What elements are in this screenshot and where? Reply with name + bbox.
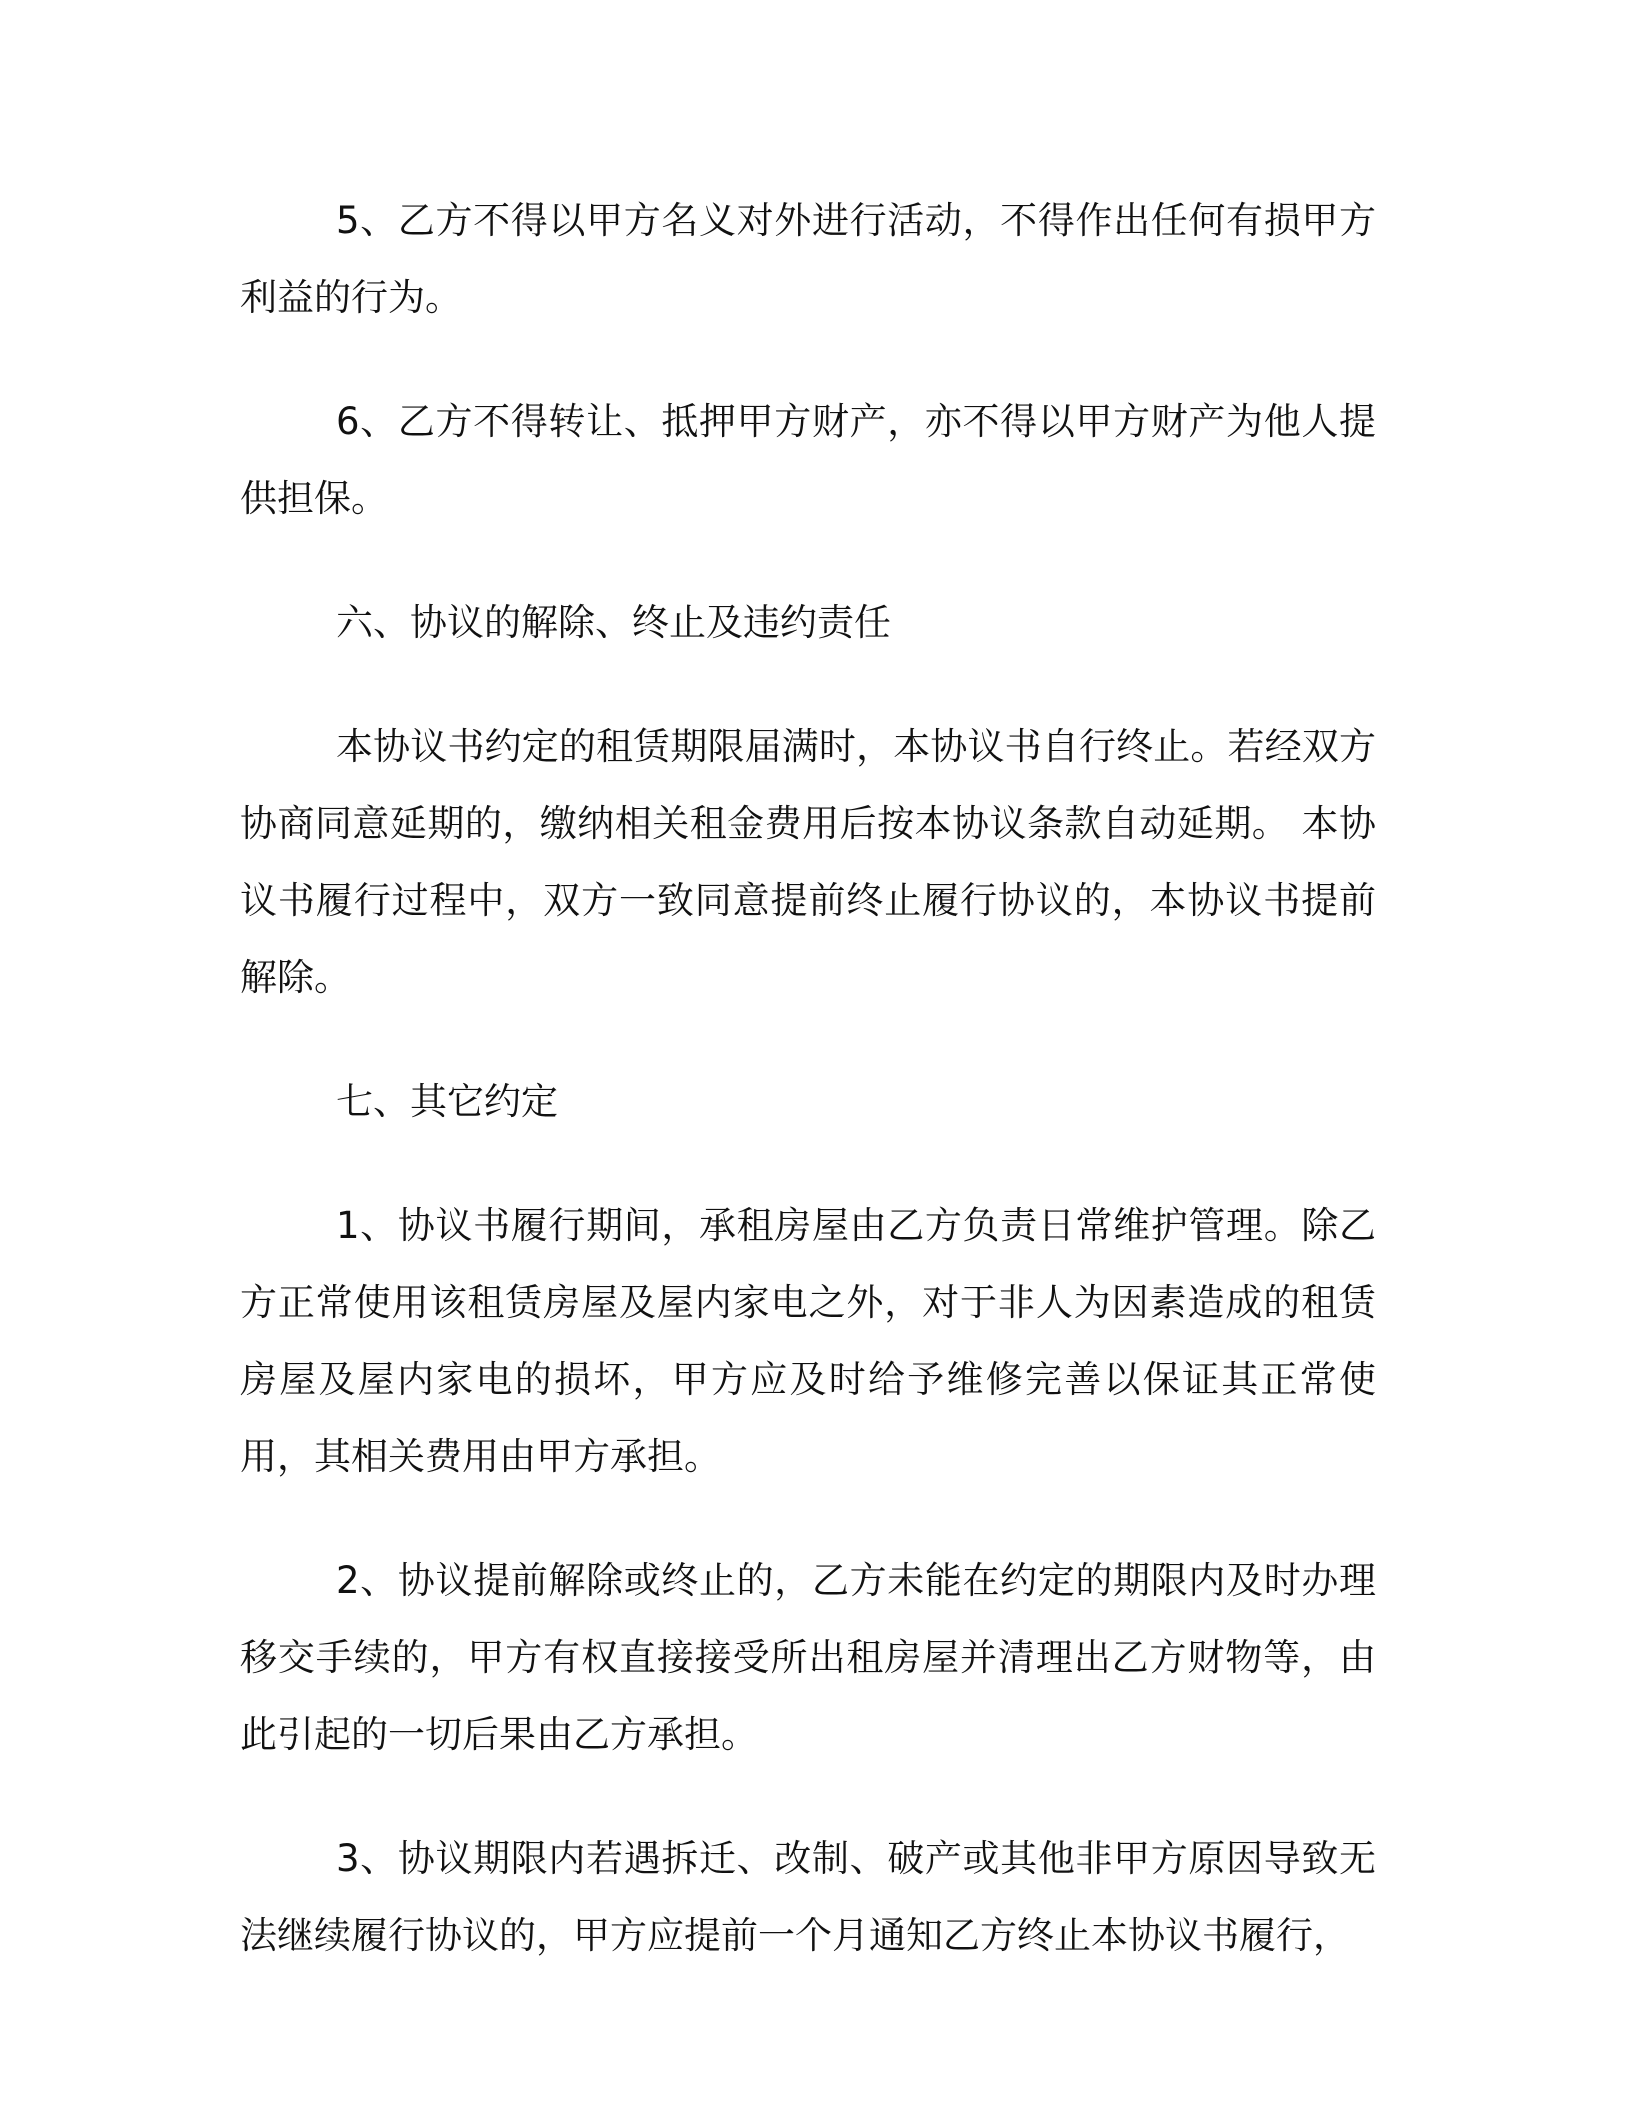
clause-6: 6、乙方不得转让、抵押甲方财产，亦不得以甲方财产为他人提供担保。: [240, 400, 1376, 520]
clause-5: 5、乙方不得以甲方名义对外进行活动，不得作出任何有损甲方利益的行为。: [240, 199, 1376, 319]
section-heading-other: 七、其它约定: [336, 1080, 558, 1123]
other-clause-1: 1、协议书履行期间，承租房屋由乙方负责日常维护管理。除乙方正常使用该租赁房屋及屋内家电之外，对于非人为因素造成的租赁房屋及屋内家电的损坏，甲方应及时给予维修完善以保证其正常使用，其相关费用由甲方承担。: [240, 1204, 1376, 1478]
section-heading-termination: 六、协议的解除、终止及违约责任: [336, 601, 891, 644]
document-body: [240, 182, 1376, 2021]
other-clause-3: 3、协议期限内若遇拆迁、改制、破产或其他非甲方原因导致无法继续履行协议的，甲方应提前一个月通知乙方终止本协议书履行，: [240, 1837, 1376, 1957]
termination-paragraph: 本协议书约定的租赁期限届满时，本协议书自行终止。若经双方协商同意延期的，缴纳相关租金费用后按本协议条款自动延期。 本协议书履行过程中，双方一致同意提前终止履行协议的，本协议书提前解除。: [240, 725, 1376, 999]
other-clause-2: 2、协议提前解除或终止的，乙方未能在约定的期限内及时办理移交手续的，甲方有权直接接受所出租房屋并清理出乙方财物等，由此引起的一切后果由乙方承担。: [240, 1559, 1376, 1756]
